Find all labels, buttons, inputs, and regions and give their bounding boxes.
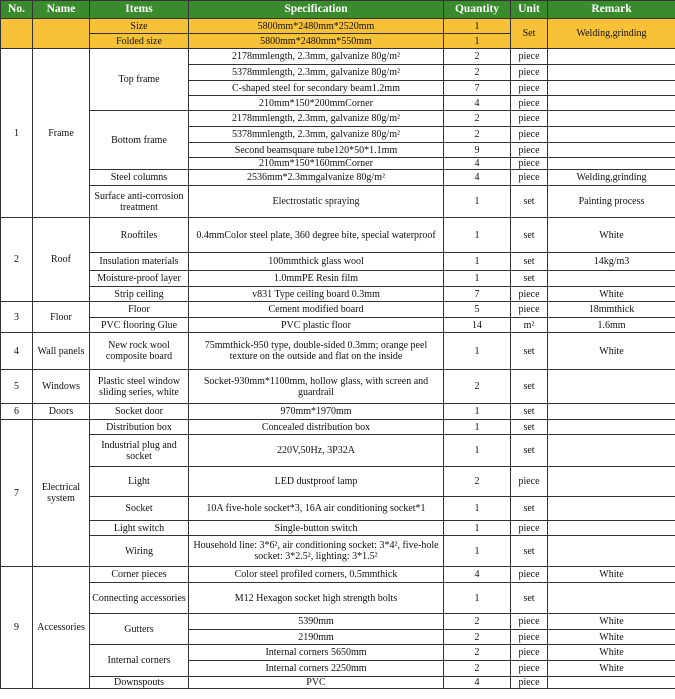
qty-cell: 4 bbox=[444, 96, 511, 111]
remark-cell: 14kg/m3 bbox=[548, 253, 675, 271]
table-row bbox=[1, 677, 675, 689]
roof-name: Roof bbox=[33, 218, 90, 302]
table-row bbox=[1, 49, 675, 65]
table-row bbox=[1, 170, 675, 186]
spec-cell: 75mmthick-950 type, double-sided 0.3mm; orange peel texture on the outside and flat on the inside bbox=[189, 333, 444, 370]
spec-cell: 1.0mmPE Resin film bbox=[189, 271, 444, 287]
header-items: Items bbox=[90, 1, 189, 19]
remark-cell bbox=[548, 404, 675, 420]
remark-cell bbox=[548, 65, 675, 81]
table-row bbox=[1, 218, 675, 253]
spec-cell: Second beamsquare tube120*50*1.1mm bbox=[189, 143, 444, 158]
spec-cell: 2190mm bbox=[189, 630, 444, 645]
spec-cell: 2178mmlength, 2.3mm, galvanize 80g/m² bbox=[189, 111, 444, 127]
item-cell: Moisture-proof layer bbox=[90, 271, 189, 287]
item-cell: Surface anti-corrosion treatment bbox=[90, 186, 189, 218]
unit-cell: piece bbox=[511, 170, 548, 186]
folded-size-label: Folded size bbox=[90, 34, 189, 49]
unit-cell: piece bbox=[511, 49, 548, 65]
spec-cell: Internal corners 2250mm bbox=[189, 661, 444, 677]
unit-cell: piece bbox=[511, 65, 548, 81]
windows-name: Windows bbox=[33, 370, 90, 404]
electrical-name: Electrical system bbox=[33, 420, 90, 567]
gutters-label: Gutters bbox=[90, 614, 189, 645]
remark-cell: Welding,grinding bbox=[548, 170, 675, 186]
spec-cell: Concealed distribution box bbox=[189, 420, 444, 435]
qty-cell: 9 bbox=[444, 143, 511, 158]
item-cell: Light bbox=[90, 467, 189, 497]
item-cell: Wiring bbox=[90, 536, 189, 567]
item-cell: Floor bbox=[90, 302, 189, 318]
remark-cell: 18mmthick bbox=[548, 302, 675, 318]
remark-cell bbox=[548, 158, 675, 170]
accessories-name: Accessories bbox=[33, 567, 90, 689]
table-row bbox=[1, 404, 675, 420]
qty-cell: 4 bbox=[444, 170, 511, 186]
unit-cell: set bbox=[511, 333, 548, 370]
spec-cell: Internal corners 5650mm bbox=[189, 645, 444, 661]
remark-cell bbox=[548, 583, 675, 614]
spec-cell: 10A five-hole socket*3, 16A air conditioning socket*1 bbox=[189, 497, 444, 521]
unit-cell: set bbox=[511, 435, 548, 467]
folded-size-qty: 1 bbox=[444, 34, 511, 49]
remark-cell bbox=[548, 81, 675, 96]
qty-cell: 4 bbox=[444, 677, 511, 689]
remark-cell: Painting process bbox=[548, 186, 675, 218]
qty-cell: 7 bbox=[444, 81, 511, 96]
header-row bbox=[1, 1, 675, 19]
summary-unit: Set bbox=[511, 19, 548, 49]
unit-cell: set bbox=[511, 404, 548, 420]
qty-cell: 1 bbox=[444, 435, 511, 467]
qty-cell: 1 bbox=[444, 186, 511, 218]
table-row bbox=[1, 614, 675, 630]
qty-cell: 2 bbox=[444, 467, 511, 497]
bottom-frame-label: Bottom frame bbox=[90, 111, 189, 170]
walls-no: 4 bbox=[1, 333, 33, 370]
table-row bbox=[1, 467, 675, 497]
remark-cell bbox=[548, 521, 675, 536]
remark-cell: White bbox=[548, 567, 675, 583]
item-cell: Insulation materials bbox=[90, 253, 189, 271]
table-row bbox=[1, 333, 675, 370]
spec-cell: Single-button switch bbox=[189, 521, 444, 536]
unit-cell: piece bbox=[511, 567, 548, 583]
qty-cell: 7 bbox=[444, 287, 511, 302]
unit-cell: piece bbox=[511, 630, 548, 645]
unit-cell: piece bbox=[511, 645, 548, 661]
item-cell: Corner pieces bbox=[90, 567, 189, 583]
unit-cell: piece bbox=[511, 111, 548, 127]
size-qty: 1 bbox=[444, 19, 511, 34]
spec-cell: 5378mmlength, 2.3mm, galvanize 80g/m² bbox=[189, 127, 444, 143]
summary-name-cell bbox=[33, 19, 90, 49]
spec-cell: 2536mm*2.3mmgalvanize 80g/m² bbox=[189, 170, 444, 186]
qty-cell: 1 bbox=[444, 404, 511, 420]
unit-cell: piece bbox=[511, 287, 548, 302]
remark-cell bbox=[548, 467, 675, 497]
spec-cell: PVC bbox=[189, 677, 444, 689]
remark-cell bbox=[548, 49, 675, 65]
qty-cell: 1 bbox=[444, 536, 511, 567]
unit-cell: set bbox=[511, 420, 548, 435]
qty-cell: 1 bbox=[444, 253, 511, 271]
walls-name: Wall panels bbox=[33, 333, 90, 370]
floor-no: 3 bbox=[1, 302, 33, 333]
spec-cell: 0.4mmColor steel plate, 360 degree bite, special waterproof bbox=[189, 218, 444, 253]
frame-name: Frame bbox=[33, 49, 90, 218]
qty-cell: 2 bbox=[444, 614, 511, 630]
spec-cell: 100mmthick glass wool bbox=[189, 253, 444, 271]
table-row bbox=[1, 318, 675, 333]
spec-cell: v831 Type ceiling board 0.3mm bbox=[189, 287, 444, 302]
qty-cell: 1 bbox=[444, 271, 511, 287]
table-row bbox=[1, 287, 675, 302]
qty-cell: 2 bbox=[444, 127, 511, 143]
unit-cell: piece bbox=[511, 96, 548, 111]
remark-cell: White bbox=[548, 218, 675, 253]
table-row bbox=[1, 435, 675, 467]
item-cell: Distribution box bbox=[90, 420, 189, 435]
unit-cell: piece bbox=[511, 158, 548, 170]
qty-cell: 4 bbox=[444, 158, 511, 170]
spec-cell: Color steel profiled corners, 0.5mmthick bbox=[189, 567, 444, 583]
spec-cell: 210mm*150*160mmCorner bbox=[189, 158, 444, 170]
item-cell: Downspouts bbox=[90, 677, 189, 689]
unit-cell: set bbox=[511, 218, 548, 253]
size-spec: 5800mm*2480mm*2520mm bbox=[189, 19, 444, 34]
header-name: Name bbox=[33, 1, 90, 19]
spec-cell: Household line: 3*6², air conditioning socket: 3*4², five-hole socket: 3*2.5², lighting: 3*1.5² bbox=[189, 536, 444, 567]
summary-remark: Welding,grinding bbox=[548, 19, 675, 49]
header-no: No. bbox=[1, 1, 33, 19]
unit-cell: set bbox=[511, 253, 548, 271]
remark-cell bbox=[548, 435, 675, 467]
folded-size-spec: 5800mm*2480mm*550mm bbox=[189, 34, 444, 49]
header-quantity: Quantity bbox=[444, 1, 511, 19]
unit-cell: set bbox=[511, 370, 548, 404]
doors-name: Doors bbox=[33, 404, 90, 420]
qty-cell: 4 bbox=[444, 567, 511, 583]
top-frame-label: Top frame bbox=[90, 49, 189, 111]
spec-cell: C-shaped steel for secondary beam1.2mm bbox=[189, 81, 444, 96]
qty-cell: 2 bbox=[444, 370, 511, 404]
table-row bbox=[1, 521, 675, 536]
unit-cell: piece bbox=[511, 614, 548, 630]
qty-cell: 1 bbox=[444, 420, 511, 435]
item-cell: Industrial plug and socket bbox=[90, 435, 189, 467]
size-label: Size bbox=[90, 19, 189, 34]
table-row bbox=[1, 302, 675, 318]
unit-cell: set bbox=[511, 497, 548, 521]
qty-cell: 1 bbox=[444, 218, 511, 253]
accessories-no: 9 bbox=[1, 567, 33, 689]
spec-cell: PVC plastic floor bbox=[189, 318, 444, 333]
remark-cell bbox=[548, 96, 675, 111]
remark-cell: White bbox=[548, 333, 675, 370]
item-cell: Light switch bbox=[90, 521, 189, 536]
qty-cell: 2 bbox=[444, 645, 511, 661]
remark-cell bbox=[548, 143, 675, 158]
qty-cell: 2 bbox=[444, 630, 511, 645]
spec-cell: 220V,50Hz, 3P32A bbox=[189, 435, 444, 467]
table-row bbox=[1, 567, 675, 583]
unit-cell: piece bbox=[511, 302, 548, 318]
table-row bbox=[1, 253, 675, 271]
table-row bbox=[1, 271, 675, 287]
qty-cell: 2 bbox=[444, 111, 511, 127]
table-row bbox=[1, 583, 675, 614]
table-row bbox=[1, 420, 675, 435]
header-unit: Unit bbox=[511, 1, 548, 19]
remark-cell: White bbox=[548, 630, 675, 645]
remark-cell bbox=[548, 536, 675, 567]
remark-cell bbox=[548, 677, 675, 689]
summary-no-cell bbox=[1, 19, 33, 49]
remark-cell: White bbox=[548, 661, 675, 677]
electrical-no: 7 bbox=[1, 420, 33, 567]
unit-cell: set bbox=[511, 271, 548, 287]
remark-cell: White bbox=[548, 645, 675, 661]
qty-cell: 2 bbox=[444, 661, 511, 677]
internal-corners-label: Internal corners bbox=[90, 645, 189, 677]
qty-cell: 1 bbox=[444, 521, 511, 536]
table-row bbox=[1, 497, 675, 521]
unit-cell: piece bbox=[511, 521, 548, 536]
unit-cell: m² bbox=[511, 318, 548, 333]
qty-cell: 1 bbox=[444, 497, 511, 521]
unit-cell: piece bbox=[511, 661, 548, 677]
qty-cell: 1 bbox=[444, 583, 511, 614]
table-row bbox=[1, 186, 675, 218]
table-row bbox=[1, 536, 675, 567]
unit-cell: set bbox=[511, 186, 548, 218]
remark-cell: White bbox=[548, 614, 675, 630]
floor-name: Floor bbox=[33, 302, 90, 333]
windows-no: 5 bbox=[1, 370, 33, 404]
item-cell: Plastic steel window sliding series, white bbox=[90, 370, 189, 404]
item-cell: Connecting accessories bbox=[90, 583, 189, 614]
table-row bbox=[1, 111, 675, 127]
spec-cell: 210mm*150*200mmCorner bbox=[189, 96, 444, 111]
spec-cell: LED dustproof lamp bbox=[189, 467, 444, 497]
table-row bbox=[1, 645, 675, 661]
qty-cell: 1 bbox=[444, 333, 511, 370]
spec-cell: 2178mmlength, 2.3mm, galvanize 80g/m² bbox=[189, 49, 444, 65]
remark-cell bbox=[548, 497, 675, 521]
unit-cell: set bbox=[511, 536, 548, 567]
table-row bbox=[1, 370, 675, 404]
spec-cell: 5378mmlength, 2.3mm, galvanize 80g/m² bbox=[189, 65, 444, 81]
doors-no: 6 bbox=[1, 404, 33, 420]
remark-cell bbox=[548, 271, 675, 287]
remark-cell bbox=[548, 111, 675, 127]
spec-cell: Socket-930mm*1100mm, hollow glass, with screen and guardrail bbox=[189, 370, 444, 404]
remark-cell: White bbox=[548, 287, 675, 302]
spec-cell: 970mm*1970mm bbox=[189, 404, 444, 420]
item-cell: Rooftiles bbox=[90, 218, 189, 253]
roof-no: 2 bbox=[1, 218, 33, 302]
qty-cell: 2 bbox=[444, 65, 511, 81]
frame-no: 1 bbox=[1, 49, 33, 218]
remark-cell bbox=[548, 420, 675, 435]
item-cell: New rock wool composite board bbox=[90, 333, 189, 370]
unit-cell: piece bbox=[511, 127, 548, 143]
size-row bbox=[1, 19, 675, 34]
item-cell: Steel columns bbox=[90, 170, 189, 186]
remark-cell: 1.6mm bbox=[548, 318, 675, 333]
item-cell: Strip ceiling bbox=[90, 287, 189, 302]
item-cell: Socket bbox=[90, 497, 189, 521]
spec-cell: M12 Hexagon socket high strength bolts bbox=[189, 583, 444, 614]
item-cell: Socket door bbox=[90, 404, 189, 420]
remark-cell bbox=[548, 370, 675, 404]
unit-cell: piece bbox=[511, 143, 548, 158]
item-cell: PVC flooring Glue bbox=[90, 318, 189, 333]
qty-cell: 5 bbox=[444, 302, 511, 318]
unit-cell: set bbox=[511, 583, 548, 614]
qty-cell: 2 bbox=[444, 49, 511, 65]
spec-cell: Cement modified board bbox=[189, 302, 444, 318]
unit-cell: piece bbox=[511, 81, 548, 96]
unit-cell: piece bbox=[511, 467, 548, 497]
spec-cell: 5390mm bbox=[189, 614, 444, 630]
remark-cell bbox=[548, 127, 675, 143]
header-specification: Specification bbox=[189, 1, 444, 19]
spec-cell: Electrostatic spraying bbox=[189, 186, 444, 218]
qty-cell: 14 bbox=[444, 318, 511, 333]
header-remark: Remark bbox=[548, 1, 675, 19]
unit-cell: piece bbox=[511, 677, 548, 689]
